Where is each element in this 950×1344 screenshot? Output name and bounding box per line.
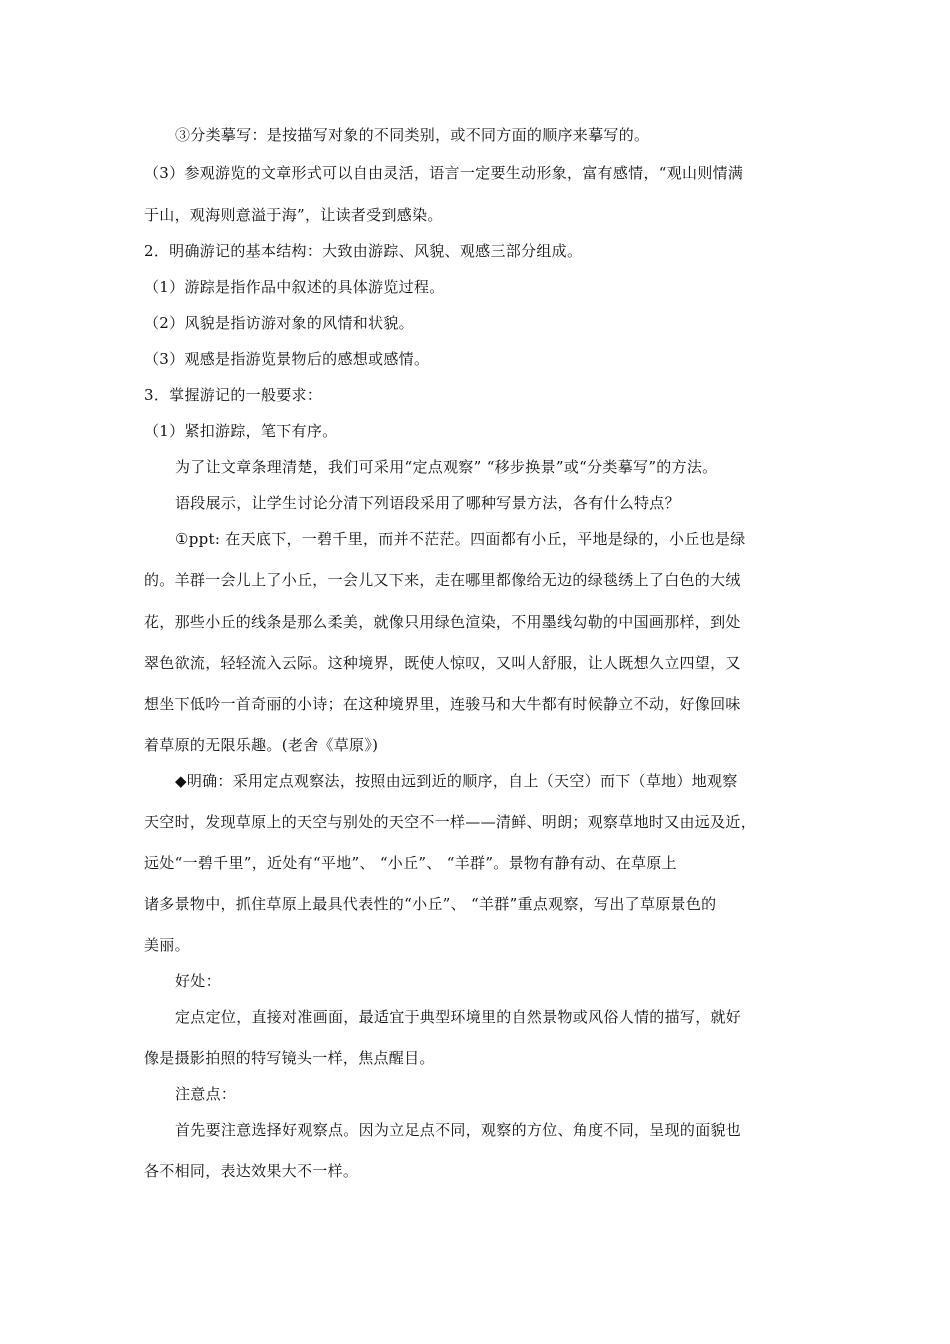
paragraph-line: （3）参观游览的文章形式可以自由灵活，语言一定要生动形象，富有感情，“观山则情满 [144,164,744,182]
paragraph-line: ◆明确：采用定点观察法，按照由远到近的顺序，自上（天空）而下（草地）地观察 [175,772,738,790]
paragraph-line: 诸多景物中，抓住草原上最具代表性的“小丘”、 “羊群”重点观察，写出了草原景色的 [144,895,717,913]
quoted-passage-line: 想坐下低吟一首奇丽的小诗；在这种境界里，连骏马和大牛都有时候静立不动，好像回味 [144,695,741,713]
paragraph-line: 定点定位，直接对准画面，最适宜于典型环境里的自然景物或风俗人情的描写，就好 [175,1008,742,1026]
paragraph-line: 于山，观海则意溢于海”，让读者受到感染。 [144,206,443,224]
section-heading: 3．掌握游记的一般要求： [144,386,323,404]
paragraph-line: （2）风貌是指访游对象的风情和状貌。 [144,314,414,332]
paragraph-line: 为了让文章条理清楚，我们可采用“定点观察” “移步换景”或“分类摹写”的方法。 [175,458,718,476]
paragraph-line: 像是摄影拍照的特写镜头一样，焦点醒目。 [144,1049,435,1067]
subheading-label: 好处： [175,972,221,990]
paragraph-line: （1）游踪是指作品中叙述的具体游览过程。 [144,278,445,296]
paragraph-line: （3）观感是指游览景物后的感想或感情。 [144,350,430,368]
paragraph-line: （1）紧扣游踪，笔下有序。 [144,422,338,440]
paragraph-line: 语段展示，让学生讨论分清下列语段采用了哪种写景方法，各有什么特点？ [175,494,680,512]
paragraph-line: ③分类摹写：是按描写对象的不同类别，或不同方面的顺序来摹写的。 [175,126,650,144]
quoted-passage-line: 花，那些小丘的线条是那么柔美，就像只用绿色渲染，不用墨线勾勒的中国画那样，到处 [144,613,741,631]
paragraph-line: 首先要注意选择好观察点。因为立足点不同，观察的方位、角度不同，呈现的面貌也 [175,1121,742,1139]
quoted-passage-line: 着草原的无限乐趣。(老舍《草原》) [144,736,379,754]
paragraph-line: 天空时，发现草原上的天空与别处的天空不一样——清鲜、明朗；观察草地时又由远及近， [144,813,757,831]
quoted-passage-line: 的。羊群一会儿上了小丘，一会儿又下来，走在哪里都像给无边的绿毯绣上了白色的大绒 [144,571,741,589]
quoted-passage-line: 翠色欲流，轻轻流入云际。这种境界，既使人惊叹，又叫人舒服，让人既想久立四望，又 [144,654,741,672]
paragraph-line: 美丽。 [144,936,190,954]
paragraph-line: 远处“一碧千里”，近处有“平地”、 “小丘”、 “羊群”。景物有静有动、在草原上 [144,854,677,872]
section-heading: 2．明确游记的基本结构：大致由游踪、风貌、观感三部分组成。 [144,242,583,260]
subheading-label: 注意点： [175,1085,237,1103]
quoted-passage-line: ①ppt: 在天底下，一碧千里，而并不茫茫。四面都有小丘，平地是绿的，小丘也是绿 [175,530,746,548]
paragraph-line: 各不相同，表达效果大不一样。 [144,1162,359,1180]
